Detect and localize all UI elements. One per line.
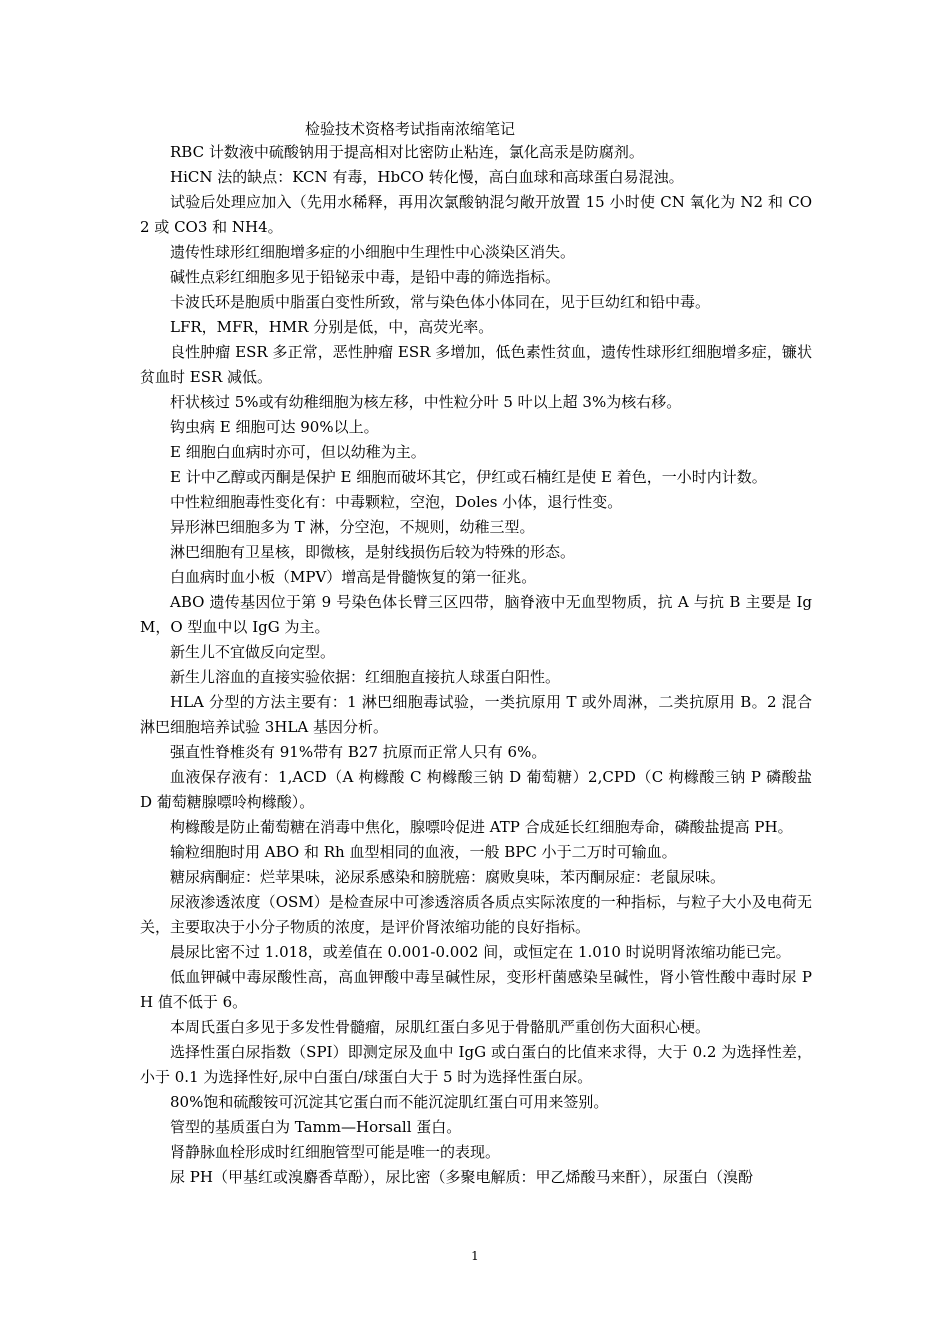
paragraph: 晨尿比密不过 1.018，或差值在 0.001-0.002 间，或恒定在 1.010 时说明肾浓缩功能已完。 [170,943,791,961]
paragraph: E 计中乙醇或丙酮是保护 E 细胞而破坏其它，伊红或石楠红是使 E 着色，一小时内计数。 [170,468,767,486]
document-body [140,140,812,1190]
paragraph: 强直性脊椎炎有 91%带有 B27 抗原而正常人只有 6%。 [170,743,547,761]
paragraph: 管型的基质蛋白为 Tamm—Horsall 蛋白。 [170,1118,462,1136]
paragraph: 输粒细胞时用 ABO 和 Rh 血型相同的血液，一般 BPC 小于二万时可输血。 [170,843,677,861]
paragraph: HiCN 法的缺点：KCN 有毒，HbCO 转化慢，高白血球和高球蛋白易混浊。 [170,168,684,186]
paragraph: 良性肿瘤 ESR 多正常，恶性肿瘤 ESR 多增加，低色素性贫血，遗传性球形红细胞增多症，镰状贫血时 ESR 减低。 [140,343,812,386]
paragraph: 钩虫病 E 细胞可达 90%以上。 [170,418,379,436]
paragraph: E 细胞白血病时亦可，但以幼稚为主。 [170,443,426,461]
paragraph: 尿 PH（甲基红或溴麝香草酚），尿比密（多聚电解质：甲乙烯酸马来酐），尿蛋白（溴酚 [170,1168,753,1186]
paragraph: 淋巴细胞有卫星核，即微核，是射线损伤后较为特殊的形态。 [170,543,576,561]
paragraph: 试验后处理应加入（先用水稀释，再用次氯酸钠混匀敞开放置 15 小时使 CN 氧化为 N2 和 CO2 或 CO3 和 NH4。 [140,193,812,236]
paragraph: 本周氏蛋白多见于多发性骨髓瘤，尿肌红蛋白多见于骨骼肌严重创伤大面积心梗。 [170,1018,711,1036]
paragraph: ABO 遗传基因位于第 9 号染色体长臂三区四带，脑脊液中无血型物质，抗 A 与抗 B 主要是 IgM，O 型血中以 IgG 为主。 [140,593,812,636]
paragraph: 碱性点彩红细胞多见于铅铋汞中毒，是铅中毒的筛选指标。 [170,268,561,286]
paragraph: 血液保存液有：1,ACD（A 枸橼酸 C 枸橼酸三钠 D 葡萄糖）2,CPD（C 枸橼酸三钠 P 磷酸盐 D 葡萄糖腺嘌呤枸橼酸）。 [140,768,812,811]
paragraph: 枸橼酸是防止葡萄糖在消毒中焦化，腺嘌呤促进 ATP 合成延长红细胞寿命，磷酸盐提高 PH。 [170,818,793,836]
paragraph: 异形淋巴细胞多为 T 淋，分空泡，不规则，幼稚三型。 [170,518,535,536]
paragraph: 杆状核过 5%或有幼稚细胞为核左移，中性粒分叶 5 叶以上超 3%为核右移。 [170,393,682,411]
paragraph: RBC 计数液中硫酸钠用于提高相对比密防止粘连，氯化高汞是防腐剂。 [170,143,644,161]
paragraph: 糖尿病酮症：烂苹果味，泌尿系感染和膀胱癌：腐败臭味，苯丙酮尿症：老鼠尿味。 [170,868,726,886]
paragraph: 遗传性球形红细胞增多症的小细胞中生理性中心淡染区消失。 [170,243,576,261]
paragraph: HLA 分型的方法主要有：1 淋巴细胞毒试验，一类抗原用 T 或外周淋，二类抗原用 B。2 混合淋巴细胞培养试验 3HLA 基因分析。 [140,693,812,736]
paragraph: 肾静脉血栓形成时红细胞管型可能是唯一的表现。 [170,1143,501,1161]
paragraph: 低血钾碱中毒尿酸性高，高血钾酸中毒呈碱性尿，变形杆菌感染呈碱性，肾小管性酸中毒时尿 PH 值不低于 6。 [140,968,812,1011]
page-number: 1 [471,1249,479,1263]
paragraph: 新生儿溶血的直接实验依据：红细胞直接抗人球蛋白阳性。 [170,668,561,686]
paragraph: 尿液渗透浓度（OSM）是检查尿中可渗透溶质各质点实际浓度的一种指标，与粒子大小及电荷无关，主要取决于小分子物质的浓度，是评价肾浓缩功能的良好指标。 [140,893,812,936]
page-title: 检验技术资格考试指南浓缩笔记 [305,120,516,138]
paragraph: 选择性蛋白尿指数（SPI）即测定尿及血中 IgG 或白蛋白的比值来求得，大于 0.2 为选择性差，小于 0.1 为选择性好,尿中白蛋白/球蛋白大于 5 时为选择性蛋白尿。 [140,1043,812,1086]
paragraph: 中性粒细胞毒性变化有：中毒颗粒，空泡，Doles 小体，退行性变。 [170,493,623,511]
paragraph: 新生儿不宜做反向定型。 [170,643,336,661]
paragraph: LFR，MFR，HMR 分别是低，中，高荧光率。 [170,318,494,336]
paragraph: 80%饱和硫酸铵可沉淀其它蛋白而不能沉淀肌红蛋白可用来签别。 [170,1093,609,1111]
paragraph: 卡波氏环是胞质中脂蛋白变性所致，常与染色体小体同在，见于巨幼红和铅中毒。 [170,293,711,311]
paragraph: 白血病时血小板（MPV）增高是骨髓恢复的第一征兆。 [170,568,537,586]
